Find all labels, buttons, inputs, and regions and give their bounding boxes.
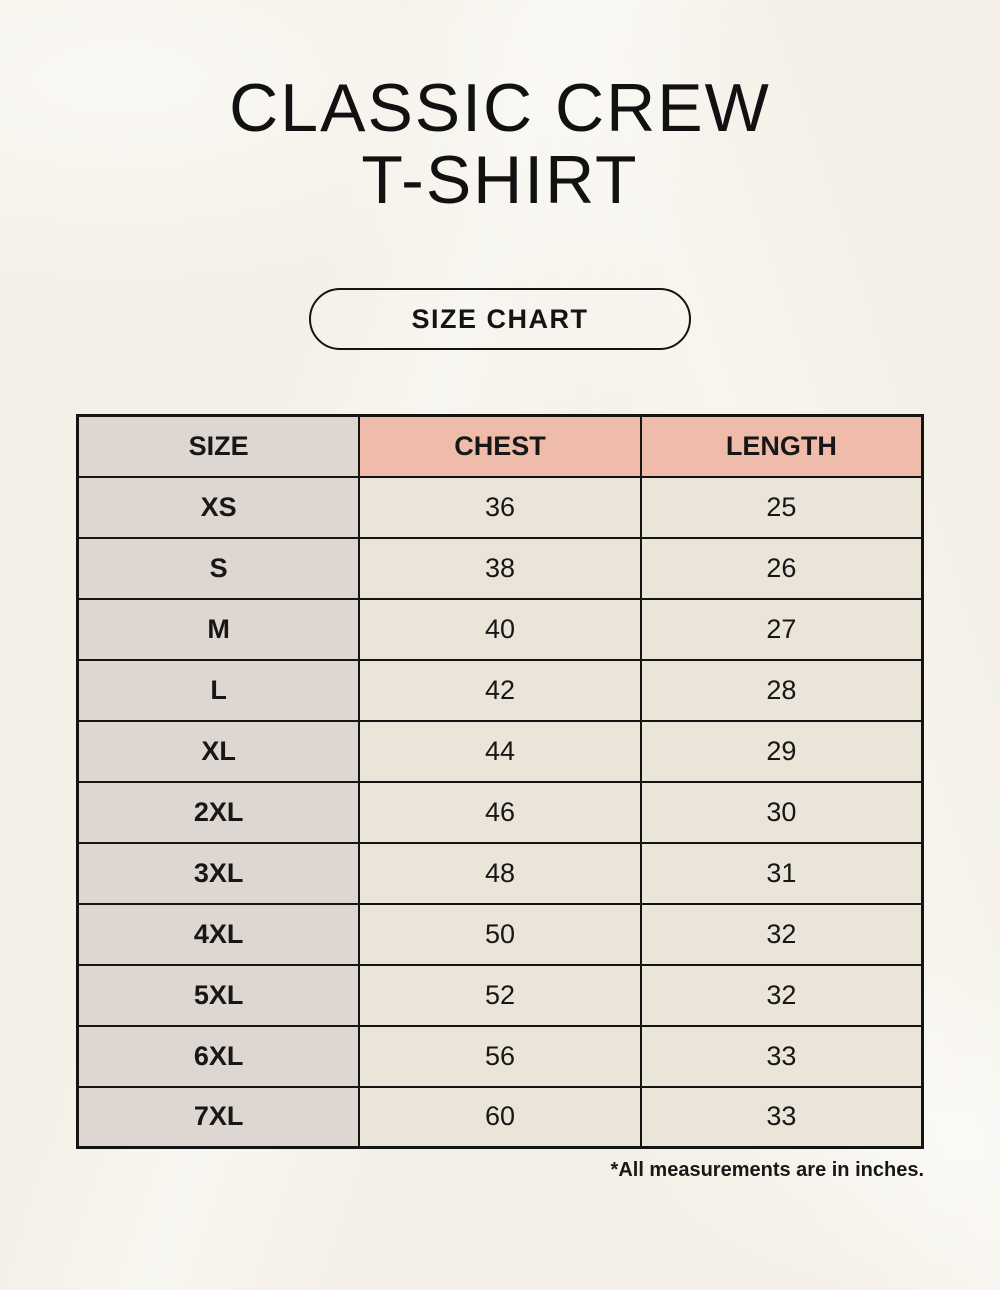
column-header-size: SIZE <box>78 416 360 477</box>
table-row <box>78 1087 923 1148</box>
size-cell: 2XL <box>78 782 360 843</box>
chest-cell: 48 <box>359 843 641 904</box>
table-row <box>78 721 923 782</box>
length-cell: 32 <box>641 965 923 1026</box>
table-row <box>78 538 923 599</box>
table-row <box>78 599 923 660</box>
size-table-body <box>78 477 923 1148</box>
chest-cell: 40 <box>359 599 641 660</box>
length-cell: 26 <box>641 538 923 599</box>
size-cell: S <box>78 538 360 599</box>
size-cell: 4XL <box>78 904 360 965</box>
size-cell: 3XL <box>78 843 360 904</box>
button-row <box>76 288 924 350</box>
chest-cell: 50 <box>359 904 641 965</box>
size-table-header <box>78 416 923 477</box>
size-cell: XS <box>78 477 360 538</box>
chest-cell: 36 <box>359 477 641 538</box>
length-cell: 27 <box>641 599 923 660</box>
footnote: *All measurements are in inches. <box>610 1159 924 1182</box>
chest-cell: 60 <box>359 1087 641 1148</box>
header-row <box>78 416 923 477</box>
length-cell: 31 <box>641 843 923 904</box>
size-cell: L <box>78 660 360 721</box>
length-cell: 30 <box>641 782 923 843</box>
column-header-length: LENGTH <box>641 416 923 477</box>
page-title <box>76 0 924 219</box>
chest-cell: 56 <box>359 1026 641 1087</box>
chest-cell: 52 <box>359 965 641 1026</box>
page-title-line-2: T-SHIRT <box>361 142 639 219</box>
table-row <box>78 782 923 843</box>
size-table <box>76 414 924 1149</box>
size-chart-button-label: SIZE CHART <box>411 303 589 334</box>
table-row <box>78 1026 923 1087</box>
size-cell: 5XL <box>78 965 360 1026</box>
table-row <box>78 660 923 721</box>
length-cell: 33 <box>641 1026 923 1087</box>
length-cell: 25 <box>641 477 923 538</box>
table-row <box>78 904 923 965</box>
length-cell: 29 <box>641 721 923 782</box>
table-row <box>78 477 923 538</box>
size-cell: 7XL <box>78 1087 360 1148</box>
chest-cell: 38 <box>359 538 641 599</box>
length-cell: 28 <box>641 660 923 721</box>
size-cell: XL <box>78 721 360 782</box>
size-chart-page <box>76 0 924 1182</box>
size-chart-button[interactable] <box>309 288 691 350</box>
chest-cell: 42 <box>359 660 641 721</box>
length-cell: 33 <box>641 1087 923 1148</box>
chest-cell: 46 <box>359 782 641 843</box>
size-cell: M <box>78 599 360 660</box>
table-row <box>78 843 923 904</box>
size-cell: 6XL <box>78 1026 360 1087</box>
chest-cell: 44 <box>359 721 641 782</box>
length-cell: 32 <box>641 904 923 965</box>
table-row <box>78 965 923 1026</box>
page-title-line-1: CLASSIC CREW <box>229 70 771 146</box>
column-header-chest: CHEST <box>359 416 641 477</box>
